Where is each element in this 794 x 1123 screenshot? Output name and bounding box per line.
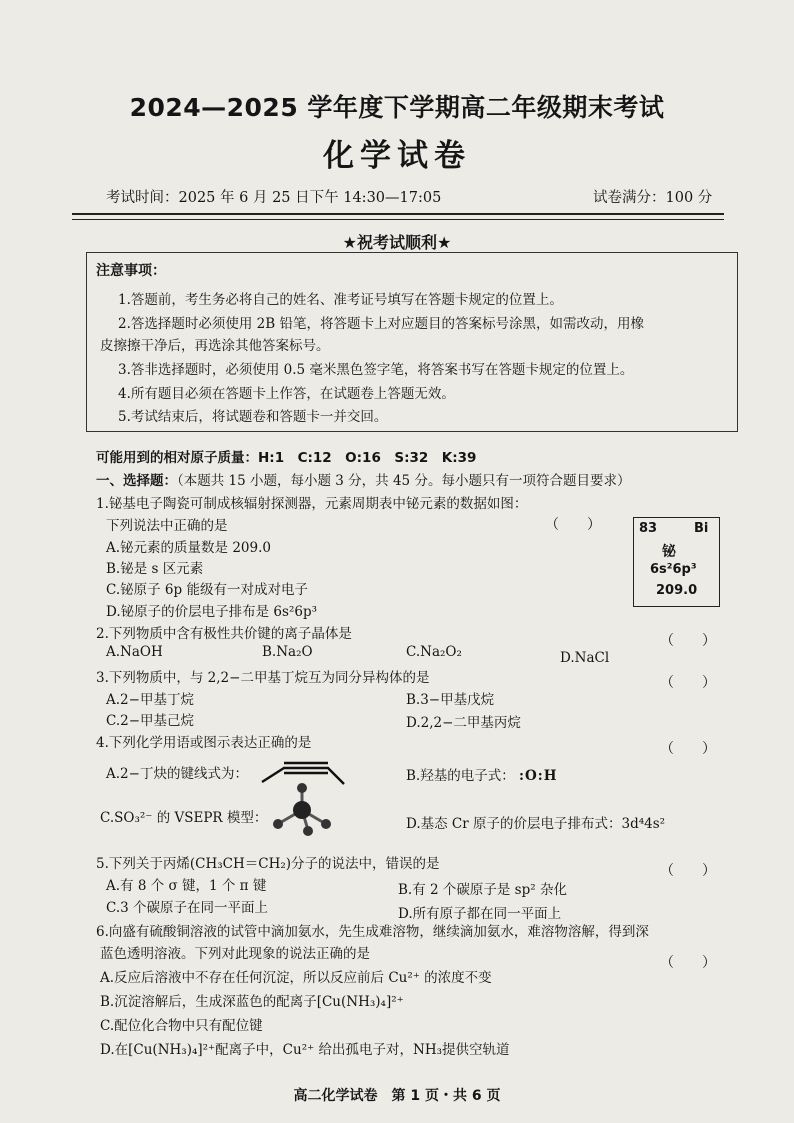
q4-option-d: D.基态 Cr 原子的价层电子排布式：3d⁴4s² — [406, 816, 666, 832]
q2-answer-paren: （ ） — [660, 633, 716, 649]
note-item: 4.所有题目必须在答题卡上作答，在试题卷上答题无效。 — [118, 386, 455, 402]
element-symbol: Bi — [694, 521, 709, 536]
subject-title: 化学试卷 — [323, 138, 471, 174]
q6-option-a: A.反应后溶液中不存在任何沉淀，所以反应前后 Cu²⁺ 的浓度不变 — [100, 970, 492, 986]
q6-stem-line-1: 6.向盛有硫酸铜溶液的试管中滴加氨水，先生成难溶物，继续滴加氨水，难溶物溶解，得到深 — [96, 924, 649, 940]
q2-option-d: D.NaCl — [560, 650, 610, 666]
atomic-masses: 可能用到的相对原子质量：H:1 C:12 O:16 S:32 K:39 — [96, 450, 477, 466]
q5-stem: 5.下列关于丙烯(CH₃CH＝CH₂)分子的说法中，错误的是 — [96, 856, 440, 872]
q4-option-c: C.SO₃²⁻ 的 VSEPR 模型： — [100, 810, 268, 826]
q2-option-b: B.Na₂O — [262, 644, 313, 660]
q1-option-d: D.铋原子的价层电子排布是 6s²6p³ — [106, 604, 317, 620]
full-score: 试卷满分：100 分 — [593, 190, 713, 206]
q6-answer-paren: （ ） — [660, 955, 716, 971]
q3-stem: 3.下列物质中，与 2,2−二甲基丁烷互为同分异构体的是 — [96, 670, 430, 686]
exam-time: 考试时间：2025 年 6 月 25 日下午 14:30—17:05 — [106, 190, 442, 206]
q6-option-b: B.沉淀溶解后，生成深蓝色的配离子[Cu(NH₃)₄]²⁺ — [100, 994, 404, 1010]
q1-option-b: B.铋是 s 区元素 — [106, 561, 204, 577]
q5-option-b: B.有 2 个碳原子是 sp² 杂化 — [398, 882, 567, 898]
q4-option-b — [406, 764, 558, 784]
q5-answer-paren: （ ） — [660, 863, 716, 879]
note-item: 5.考试结束后，将试题卷和答题卡一并交回。 — [118, 409, 388, 425]
q4-option-b-label: B.羟基的电子式： — [406, 768, 515, 784]
q6-option-c: C.配位化合物中只有配位键 — [100, 1018, 263, 1034]
q3-option-d: D.2,2−二甲基丙烷 — [406, 715, 521, 731]
hydrogen-symbol: H — [543, 768, 558, 784]
page-footer: 高二化学试卷 第 1 页・共 6 页 — [293, 1088, 501, 1104]
vsepr-model-icon — [268, 782, 338, 838]
bismuth-element-card — [633, 517, 720, 607]
note-item: 3.答非选择题时，必须使用 0.5 毫米黑色签字笔，将答案书写在答题卡规定的位置上。 — [118, 362, 634, 378]
blessing: ★祝考试顺利★ — [342, 233, 452, 252]
q6-option-d: D.在[Cu(NH₃)₄]²⁺配离子中，Cu²⁺ 给出孤电子对，NH₃提供空轨道 — [100, 1042, 510, 1058]
q3-answer-paren: （ ） — [660, 675, 716, 691]
divider-top — [72, 213, 724, 215]
notes-title: 注意事项： — [96, 263, 166, 279]
q6-stem-line-2: 蓝色透明溶液。下列对此现象的说法正确的是 — [100, 946, 370, 962]
note-item: 1.答题前，考生务必将自己的姓名、准考证号填写在答题卡规定的位置上。 — [118, 292, 563, 308]
q1-option-c: C.铋原子 6p 能级有一对成对电子 — [106, 582, 308, 598]
element-mass: 209.0 — [656, 583, 698, 598]
element-config: 6s²6p³ — [650, 562, 697, 577]
section-title: 一、选择题： — [96, 473, 177, 489]
q2-stem: 2.下列物质中含有极性共价键的离子晶体是 — [96, 626, 352, 642]
q4-answer-paren: （ ） — [660, 741, 716, 757]
q3-option-b: B.3−甲基戊烷 — [406, 692, 495, 708]
q2-option-c: C.Na₂O₂ — [406, 644, 462, 660]
q3-option-a: A.2−甲基丁烷 — [106, 692, 194, 708]
q2-option-a: A.NaOH — [106, 644, 163, 660]
q5-option-c: C.3 个碳原子在同一平面上 — [106, 900, 269, 916]
element-number: 83 — [639, 521, 658, 536]
exam-title: 2024—2025 学年度下学期高二年级期末考试 — [129, 93, 665, 122]
q4-stem: 4.下列化学用语或图示表达正确的是 — [96, 735, 312, 751]
divider-top-thin — [72, 219, 724, 220]
oxygen-symbol: O — [525, 768, 538, 784]
q1-stem: 1.铋基电子陶瓷可制成核辐射探测器，元素周期表中铋元素的数据如图： — [96, 496, 528, 512]
hydroxyl-electron-formula: :O:H — [519, 768, 558, 784]
q5-option-d: D.所有原子都在同一平面上 — [398, 906, 562, 922]
q4-option-a: A.2−丁炔的键线式为： — [106, 766, 248, 782]
section-1-header — [96, 469, 630, 489]
element-name: 铋 — [662, 544, 676, 560]
note-item: 皮擦擦干净后，再选涂其他答案标号。 — [100, 338, 330, 354]
q1-sub: 下列说法中正确的是 — [106, 518, 228, 534]
q1-option-a: A.铋元素的质量数是 209.0 — [106, 540, 271, 556]
q3-option-c: C.2−甲基己烷 — [106, 713, 195, 729]
section-desc: （本题共 15 小题，每小题 3 分，共 45 分。每小题只有一项符合题目要求） — [177, 473, 631, 489]
q5-option-a: A.有 8 个 σ 键，1 个 π 键 — [106, 878, 267, 894]
q1-answer-paren: （ ） — [545, 517, 601, 533]
note-item: 2.答选择题时必须使用 2B 铅笔，将答题卡上对应题目的答案标号涂黑，如需改动，用橡 — [118, 316, 644, 332]
